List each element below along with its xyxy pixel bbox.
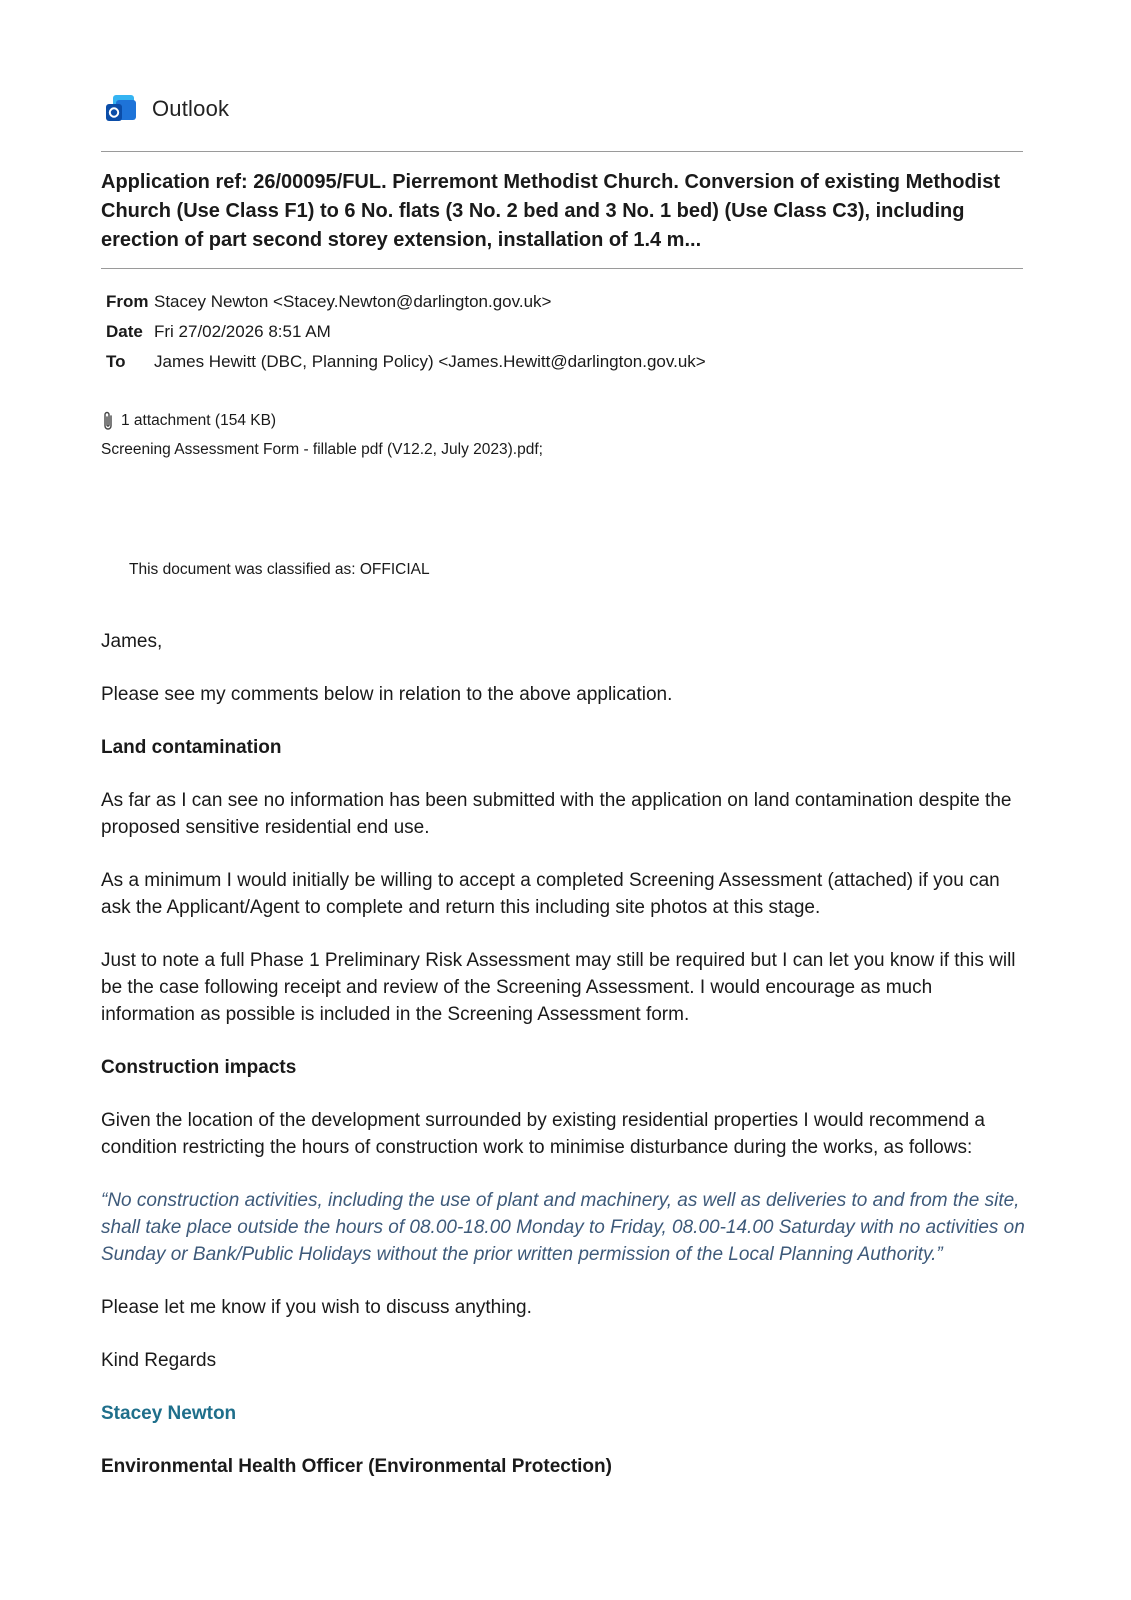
section-heading-land-contamination: Land contamination <box>101 737 282 758</box>
outlook-logo-icon <box>104 92 138 126</box>
classification-notice: This document was classified as: OFFICIAL <box>129 561 430 578</box>
paragraph: Just to note a full Phase 1 Preliminary Risk Assessment may still be required but I can let you know if this will be the case following receipt and review of the Screening Assessment. I would encourage as much information as possible is included in the Screening Assessment form. <box>101 950 1016 1025</box>
paragraph: Given the location of the development surrounded by existing residential properties I would recommend a condition restricting the hours of construction work to minimise disturbance during the works, as follows: <box>101 1110 986 1158</box>
date-label: Date <box>106 322 143 341</box>
condition-quote: “No construction activities, including the use of plant and machinery, as well as deliveries to and from the site, shall take place outside the hours of 08.00-18.00 Monday to Friday, 08.00-14.00 Saturday with no activities on Sunday or Bank/Public Holidays without the prior written permission of the Local Planning Authority.” <box>101 1190 1025 1265</box>
attachments <box>101 406 543 464</box>
paperclip-icon <box>101 410 115 432</box>
attachment-summary-row <box>101 406 543 435</box>
paragraph: As far as I can see no information has been submitted with the application on land contamination despite the proposed sensitive residential end use. <box>101 790 1012 838</box>
paragraph: As a minimum I would initially be willing to accept a completed Screening Assessment (attached) if you can ask the Applicant/Agent to complete and return this including site photos at this stage. <box>101 870 1000 918</box>
email-headers <box>106 287 706 377</box>
to-value: James Hewitt (DBC, Planning Policy) <James.Hewitt@darlington.gov.uk> <box>154 352 706 371</box>
signature-title: Environmental Health Officer (Environmental Protection) <box>101 1456 612 1477</box>
date-value: Fri 27/02/2026 8:51 AM <box>154 322 331 341</box>
closing-line: Please let me know if you wish to discuss anything. <box>101 1297 532 1318</box>
sign-off: Kind Regards <box>101 1350 217 1371</box>
from-row <box>106 287 706 317</box>
greeting: James, <box>101 631 163 652</box>
app-header <box>104 92 229 126</box>
from-label: From <box>106 292 149 311</box>
attachment-file-link[interactable]: Screening Assessment Form - fillable pdf (V12.2, July 2023).pdf; <box>101 441 543 458</box>
email-body <box>101 628 1031 1506</box>
attachment-summary: 1 attachment (154 KB) <box>121 412 277 429</box>
to-label: To <box>106 352 126 371</box>
date-row <box>106 317 706 347</box>
app-name: Outlook <box>152 96 230 121</box>
divider <box>101 268 1023 269</box>
to-row <box>106 347 706 377</box>
section-heading-construction-impacts: Construction impacts <box>101 1057 297 1078</box>
signature-name: Stacey Newton <box>101 1403 237 1424</box>
divider <box>101 151 1023 152</box>
intro-paragraph: Please see my comments below in relation to the above application. <box>101 684 673 705</box>
from-value: Stacey Newton <Stacey.Newton@darlington.gov.uk> <box>154 292 552 311</box>
email-subject: Application ref: 26/00095/FUL. Pierremont Methodist Church. Conversion of existing Methodist Church (Use Class F1) to 6 No. flats (3 No. 2 bed and 3 No. 1 bed) (Use Class C3), including erection of part second storey extension, installation of 1.4 m... <box>101 171 1001 251</box>
